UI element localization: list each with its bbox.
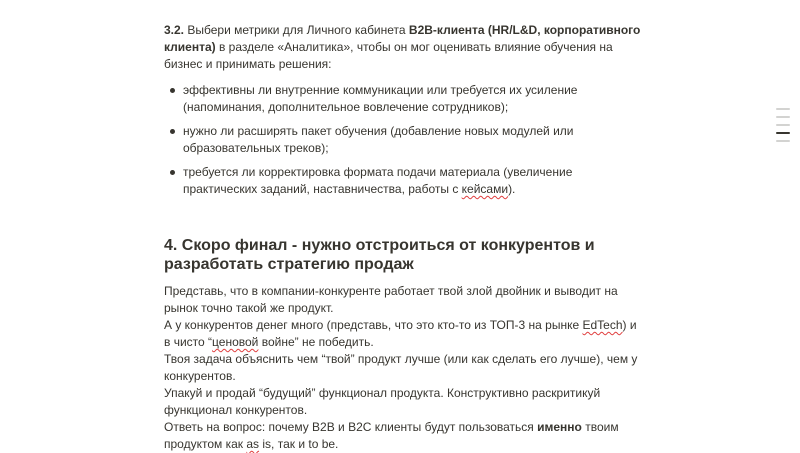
paragraph-2 (164, 317, 644, 351)
section-body (164, 283, 644, 453)
spellcheck-word[interactable]: EdTech (582, 318, 623, 332)
paragraph-1: Представь, что в компании-конкуренте работает твой злой двойник и выводит на рынок точно такой же продукт. (164, 284, 618, 315)
toc-line[interactable] (776, 140, 790, 142)
table-of-contents-scroll-indicator[interactable] (776, 108, 790, 148)
spellcheck-word[interactable]: ценовой (212, 335, 259, 349)
intro-bold: B2B-клиента (HR/L&D, корпоративного клиента) (164, 23, 641, 54)
paragraph-3: Твоя задача объяснить чем “твой” продукт лучше (или как сделать его лучше), чем у конкурентов. (164, 352, 638, 383)
text-part: твоим продуктом как (164, 420, 619, 451)
intro-text-1: Выбери метрики для Личного кабинета (184, 23, 409, 37)
task-number: 3.2. (164, 23, 185, 37)
toc-line[interactable] (776, 108, 790, 110)
toc-line-active[interactable] (776, 132, 790, 134)
bullet-text-part: требуется ли корректировка формата подачи материала (увеличение практических заданий, наставничества, работы с (183, 165, 573, 196)
intro-text-2: в разделе «Аналитика», чтобы он мог оценивать влияние обучения на бизнес и принимать решения: (164, 40, 613, 71)
bullet-dot-icon (170, 170, 175, 175)
bullet-item (164, 123, 644, 157)
bullet-text-part: ). (508, 182, 516, 196)
bold-word: именно (537, 420, 582, 434)
toc-line[interactable] (776, 124, 790, 126)
spellcheck-word[interactable]: кейсами (461, 182, 509, 196)
task-3-2-paragraph (164, 22, 644, 73)
text-part: Ответь на вопрос: почему B2B и B2C клиенты будут пользоваться (164, 420, 538, 434)
bullet-dot-icon (170, 88, 175, 93)
text-part: is, так и to be. (259, 437, 339, 451)
bullet-item (164, 164, 644, 198)
bullet-text: эффективны ли внутренние коммуникации или требуется их усиление (напоминания, дополнительное вовлечение сотрудников); (183, 83, 578, 114)
text-part: А у конкурентов денег много (представь, что это кто-то из ТОП-3 на рынке (164, 318, 583, 332)
section-heading: 4. Скоро финал - нужно отстроиться от конкурентов и разработать стратегию продаж (164, 237, 595, 273)
bullet-dot-icon (170, 129, 175, 134)
toc-line[interactable] (776, 116, 790, 118)
text-part: войне” не победить. (258, 335, 374, 349)
bullet-item (164, 82, 644, 116)
spellcheck-word[interactable]: as (246, 437, 260, 451)
paragraph-5 (164, 419, 644, 453)
bullet-text: нужно ли расширять пакет обучения (добавление новых модулей или образовательных треков); (183, 124, 574, 155)
text-part: ) и в чисто “ (164, 318, 637, 349)
paragraph-4: Упакуй и продай “будущий” функционал продукта. Конструктивно раскритикуй функционал конкурентов. (164, 386, 601, 417)
metrics-bullet-list (164, 82, 644, 198)
document-page (164, 22, 644, 453)
bullet-text (183, 165, 572, 196)
